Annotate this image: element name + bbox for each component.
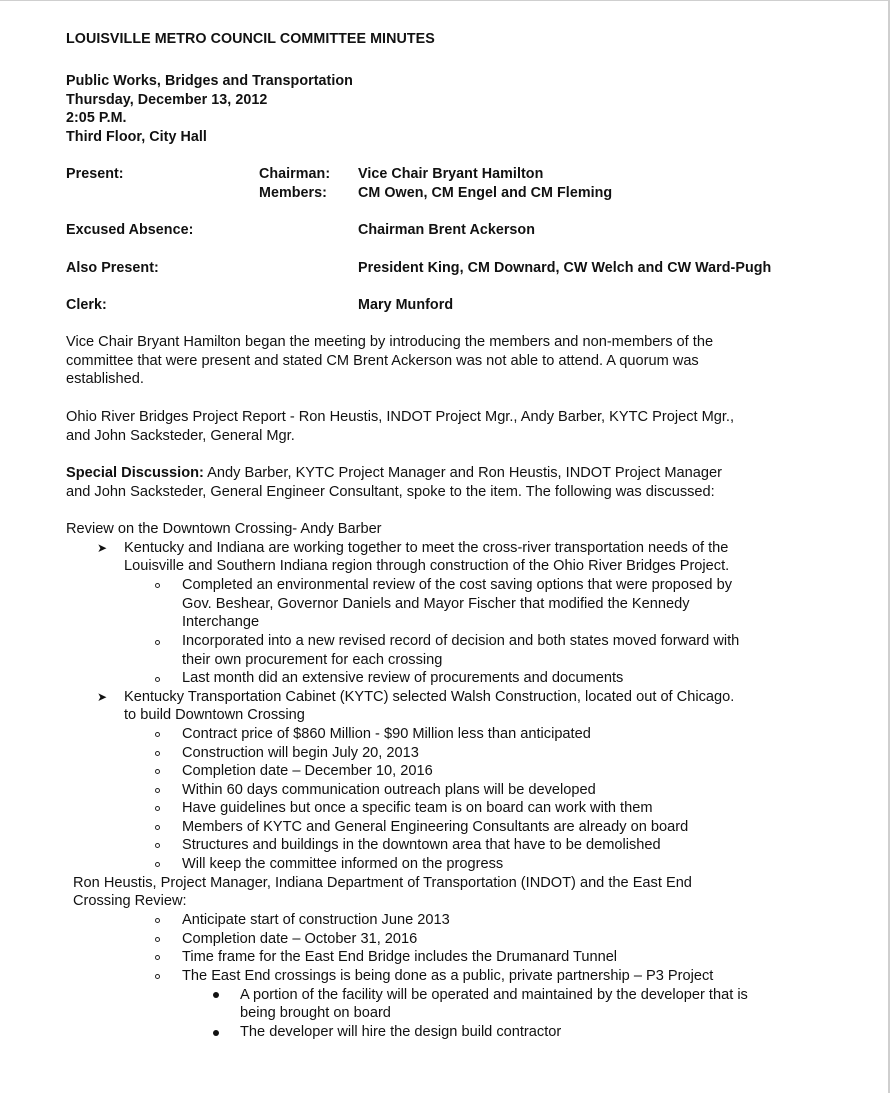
present-label: Present: <box>66 166 124 182</box>
special-discussion-line: and John Sacksteder, General Engineer Consultant, spoke to the item. The following was discussed: <box>66 484 715 500</box>
review-heading: Review on the Downtown Crossing- Andy Barber <box>66 521 382 537</box>
sub-sub-bullet-line: being brought on board <box>240 1005 391 1021</box>
bullet-line: Louisville and Southern Indiana region through construction of the Ohio River Bridges Project. <box>124 558 730 574</box>
special-discussion-text: Andy Barber, KYTC Project Manager and Ron Heustis, INDOT Project Manager <box>203 465 722 481</box>
sub-bullet-line: Contract price of $860 Million - $90 Million less than anticipated <box>182 726 591 742</box>
sub-bullet-line: Last month did an extensive review of procurements and documents <box>182 670 624 686</box>
sub-bullet-line: Construction will begin July 20, 2013 <box>182 745 419 761</box>
also-present-label: Also Present: <box>66 260 159 276</box>
special-discussion-label: Special Discussion: <box>66 465 204 481</box>
report-line: and John Sacksteder, General Mgr. <box>66 428 295 444</box>
meeting-date: Thursday, December 13, 2012 <box>66 92 268 108</box>
sub-sub-bullet-line: A portion of the facility will be operated and maintained by the developer that is <box>240 987 748 1003</box>
sub-bullet-line: Completed an environmental review of the cost saving options that were proposed by <box>182 577 733 593</box>
meeting-location: Third Floor, City Hall <box>66 129 207 145</box>
circle-bullet-icon <box>155 583 160 588</box>
sub-bullet-line: Interchange <box>182 614 260 630</box>
members-value: CM Owen, CM Engel and CM Fleming <box>358 185 613 201</box>
sub-bullet-line: Members of KYTC and General Engineering Consultants are already on board <box>182 819 689 835</box>
dot-bullet-icon <box>213 1030 219 1036</box>
circle-bullet-icon <box>155 825 160 830</box>
intro-line: Vice Chair Bryant Hamilton began the meeting by introducing the members and non-members of the <box>66 334 714 350</box>
sub-bullet-line: The East End crossings is being done as a public, private partnership – P3 Project <box>182 968 714 984</box>
arrow-bullet-icon: ➤ <box>97 690 108 704</box>
sub-bullet-line: Structures and buildings in the downtown area that have to be demolished <box>182 837 661 853</box>
sub-bullet-line: Gov. Beshear, Governor Daniels and Mayor Fischer that modified the Kennedy <box>182 596 690 612</box>
circle-bullet-icon <box>155 918 160 923</box>
bullet-line: Kentucky and Indiana are working together to meet the cross-river transportation needs of the <box>124 540 729 556</box>
sub-sub-bullet-line: The developer will hire the design build contractor <box>240 1024 562 1040</box>
circle-bullet-icon <box>155 640 160 645</box>
sub-bullet-line: Anticipate start of construction June 2013 <box>182 912 450 928</box>
circle-bullet-icon <box>155 937 160 942</box>
sub-bullet-line: Within 60 days communication outreach plans will be developed <box>182 782 596 798</box>
circle-bullet-icon <box>155 677 160 682</box>
members-label: Members: <box>259 185 327 201</box>
meeting-time: 2:05 P.M. <box>66 110 127 126</box>
document-title: LOUISVILLE METRO COUNCIL COMMITTEE MINUTES <box>66 31 435 47</box>
sub-bullet-line: Time frame for the East End Bridge includes the Drumanard Tunnel <box>182 949 618 965</box>
committee-name: Public Works, Bridges and Transportation <box>66 73 353 89</box>
circle-bullet-icon <box>155 843 160 848</box>
circle-bullet-icon <box>155 788 160 793</box>
sub-bullet-line: Incorporated into a new revised record of decision and both states moved forward with <box>182 633 740 649</box>
east-end-line: Crossing Review: <box>73 893 187 909</box>
circle-bullet-icon <box>155 769 160 774</box>
sub-bullet-line: Will keep the committee informed on the progress <box>182 856 504 872</box>
clerk-value: Mary Munford <box>358 297 454 313</box>
sub-bullet-line: Completion date – October 31, 2016 <box>182 931 418 947</box>
clerk-label: Clerk: <box>66 297 107 313</box>
arrow-bullet-icon: ➤ <box>97 541 108 555</box>
sub-bullet-line: Completion date – December 10, 2016 <box>182 763 433 779</box>
also-present-value: President King, CM Downard, CW Welch and CW Ward-Pugh <box>358 260 772 276</box>
intro-line: established. <box>66 371 144 387</box>
sub-bullet-line: Have guidelines but once a specific team is on board can work with them <box>182 800 653 816</box>
bullet-line: Kentucky Transportation Cabinet (KYTC) selected Walsh Construction, located out of Chicago. <box>124 689 735 705</box>
sub-bullet-line: their own procurement for each crossing <box>182 652 443 668</box>
circle-bullet-icon <box>155 751 160 756</box>
circle-bullet-icon <box>155 732 160 737</box>
dot-bullet-icon <box>213 992 219 998</box>
special-discussion-line <box>66 464 722 483</box>
report-line: Ohio River Bridges Project Report - Ron Heustis, INDOT Project Mgr., Andy Barber, KYTC Project Mgr., <box>66 409 735 425</box>
circle-bullet-icon <box>155 955 160 960</box>
circle-bullet-icon <box>155 974 160 979</box>
excused-value: Chairman Brent Ackerson <box>358 222 535 238</box>
east-end-line: Ron Heustis, Project Manager, Indiana Department of Transportation (INDOT) and the East End <box>73 875 692 891</box>
intro-line: committee that were present and stated CM Brent Ackerson was not able to attend. A quorum was <box>66 353 699 369</box>
bullet-line: to build Downtown Crossing <box>124 707 305 723</box>
excused-label: Excused Absence: <box>66 222 194 238</box>
circle-bullet-icon <box>155 806 160 811</box>
chairman-label: Chairman: <box>259 166 331 182</box>
circle-bullet-icon <box>155 862 160 867</box>
chairman-value: Vice Chair Bryant Hamilton <box>358 166 544 182</box>
